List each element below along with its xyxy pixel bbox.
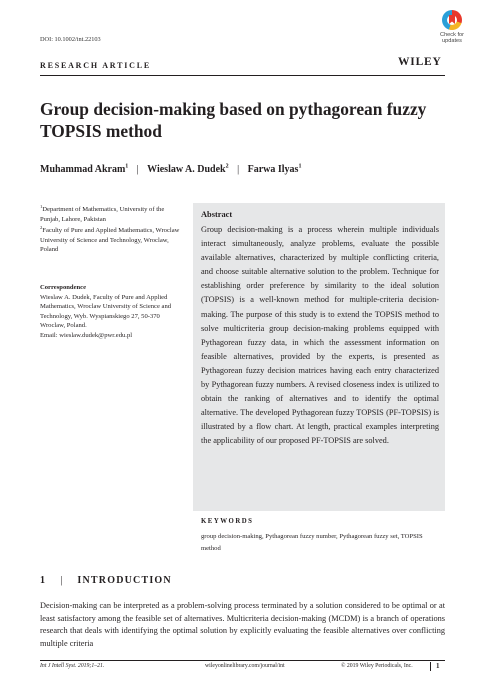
publisher-logo: WILEY [398,56,442,68]
correspondence-email[interactable]: Email: wieslaw.dudek@pwr.edu.pl [40,331,133,339]
author-list [40,164,301,175]
affiliation-1 [40,205,185,224]
badge-line-2: updates [442,38,462,45]
affiliation-text: Faculty of Pure and Applied Mathematics, Wroclaw University of Science and Technology, Wroclaw, Poland [40,227,180,254]
correspondence-heading: Correspondence [40,284,87,291]
author-affil-sup: 1 [298,163,302,170]
keywords-heading: KEYWORDS [201,518,254,525]
author-name[interactable]: Muhammad Akram [40,164,126,175]
footer-journal: Int J Intell Syst. 2019;1–21. [40,663,105,669]
keywords-text: group decision-making, Pythagorean fuzzy number, Pythagorean fuzzy set, TOPSIS method [201,533,423,552]
section-number: 1 [40,575,47,586]
affiliation-text: Department of Mathematics, University of the Punjab, Lahore, Pakistan [40,206,165,223]
doi-text: DOI: 10.1002/int.22103 [40,36,101,43]
section-separator: | [60,575,64,586]
footer-url[interactable]: wileyonlinelibrary.com/journal/int [205,663,285,669]
affiliation-sup: 1 [40,203,43,209]
author-name[interactable]: Wieslaw A. Dudek [147,164,226,175]
intro-paragraph: Decision-making can be interpreted as a problem-solving process terminated by a solution considered to be optimal or at least satisfactory among the feasible set of alternatives. Multicriteria decision-making (MCDM) is a branch of operations research that deals with identifying the optimal solution by explicitly evaluating the feasible alternatives over conflicting multiple criteria [40,601,445,648]
correspondence-text: Wieslaw A. Dudek, Faculty of Pure and Applied Mathematics, Wroclaw University of Science and Technology, Wyb. Wyspianskiego 27, 50-370 Wroclaw, Poland. [40,293,172,330]
affiliation-sup: 2 [40,224,43,230]
section-heading [40,575,172,586]
author-separator: | [237,164,240,175]
header-rule [40,75,445,76]
paper-title: Group decision-making based on pythagorean fuzzy TOPSIS method [40,99,427,141]
check-for-updates-label [434,32,470,44]
author-affil-sup: 2 [225,163,229,170]
author-name[interactable]: Farwa Ilyas [247,164,299,175]
check-for-updates-badge[interactable] [434,8,470,50]
affiliation-2 [40,226,185,255]
badge-line-1: Check for [440,32,464,38]
footer-separator [430,662,431,671]
page-number: 1 [436,662,440,670]
correspondence-block [40,283,185,341]
abstract-heading: Abstract [201,210,233,219]
author-separator: | [136,164,139,175]
article-type: RESEARCH ARTICLE [40,61,151,70]
section-title: INTRODUCTION [77,575,172,586]
author-affil-sup: 1 [125,163,129,170]
abstract-text: Group decision-making is a process wherein multiple individuals interact simultaneously, analyze problems, evaluate the possible available alternatives, characterized by multiple conflicting criteria, and choose suitable alternative solution to the problem. Technique for establishing order preference by similarity to the ideal solution (TOPSIS) is a well-known method for multiple-criteria decision-making. The purpose of this study is to extend the TOPSIS method to solve multicriteria group decision-making problems equipped with Pythagorean fuzzy data, in which the assessment information on feasible alternatives, provided by the experts, is presented as Pythagorean fuzzy decision matrices having each entry characterized by Pythagorean fuzzy numbers. A revised closeness index is utilized to obtain the ranking of alternatives and to identify the optimal alternative. The developed Pythagorean fuzzy TOPSIS (PF-TOPSIS) is illustrated by a flow chart. At length, practical examples interpreting the applicability of our proposed PF-TOPSIS are solved. [201,225,439,446]
footer-rule [40,660,445,661]
footer-copyright: © 2019 Wiley Periodicals, Inc. [341,663,413,669]
